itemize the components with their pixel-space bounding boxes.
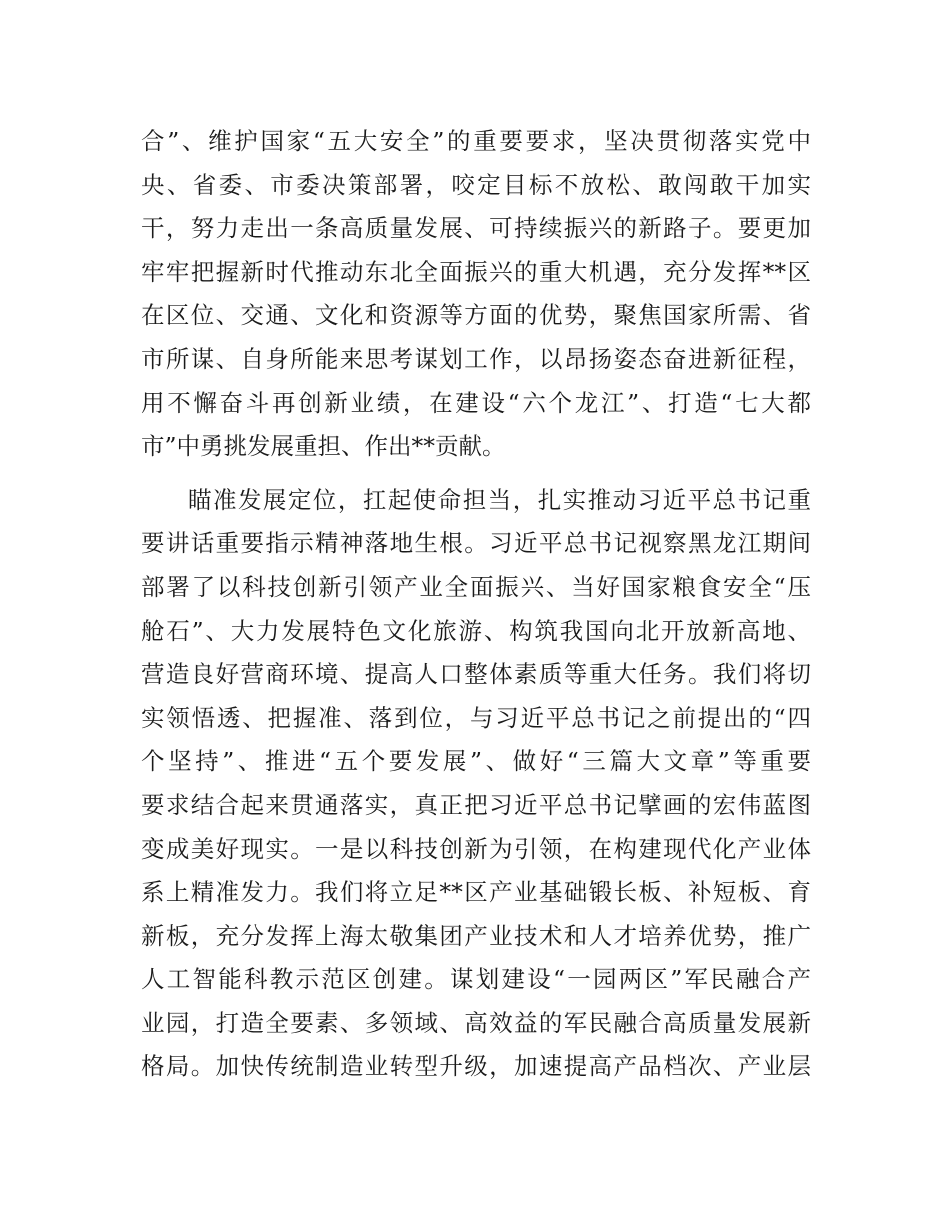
text-line: 系上精准发力。我们将立足**区产业基础锻长板、补短板、育	[141, 878, 811, 907]
text-line: 在区位、交通、文化和资源等方面的优势，聚焦国家所需、省	[141, 301, 811, 330]
text-line: 人工智能科教示范区创建。谋划建设“一园两区”军民融合产	[141, 965, 811, 994]
text-line: 营造良好营商环境、提高人口整体素质等重大任务。我们将切	[141, 660, 811, 689]
text-line: 格局。加快传统制造业转型升级，加速提高产品档次、产业层	[141, 1052, 811, 1081]
text-line: 变成美好现实。一是以科技创新为引领，在构建现代化产业体	[141, 834, 811, 863]
text-line: 个坚持”、推进“五个要发展”、做好“三篇大文章”等重要	[141, 747, 811, 776]
document-body	[141, 120, 811, 1089]
paragraph-1	[141, 120, 811, 469]
paragraph-gap	[141, 469, 811, 479]
text-line: 央、省委、市委决策部署，咬定目标不放松、敢闯敢干加实	[141, 170, 811, 199]
text-line: 瞄准发展定位，扛起使命担当，扎实推动习近平总书记重	[188, 485, 811, 514]
text-line: 要求结合起来贯通落实，真正把习近平总书记擘画的宏伟蓝图	[141, 790, 811, 819]
text-line: 用不懈奋斗再创新业绩，在建设“六个龙江”、打造“七大都	[141, 388, 811, 417]
text-line: 业园，打造全要素、多领域、高效益的军民融合高质量发展新	[141, 1008, 811, 1037]
text-line: 新板，充分发挥上海太敬集团产业技术和人才培养优势，推广	[141, 921, 811, 950]
text-line: 牢牢把握新时代推动东北全面振兴的重大机遇，充分发挥**区	[141, 257, 811, 286]
text-line: 干，努力走出一条高质量发展、可持续振兴的新路子。要更加	[141, 214, 811, 243]
paragraph-2	[141, 479, 811, 1089]
text-line: 合”、维护国家“五大安全”的重要要求，坚决贯彻落实党中	[141, 127, 811, 155]
text-line: 市”中勇挑发展重担、作出**贡献。	[141, 432, 506, 461]
text-line: 部署了以科技创新引领产业全面振兴、当好国家粮食安全“压	[141, 572, 811, 601]
text-line: 要讲话重要指示精神落地生根。习近平总书记视察黑龙江期间	[141, 529, 811, 558]
text-line: 舱石”、大力发展特色文化旅游、构筑我国向北开放新高地、	[141, 616, 811, 645]
text-line: 市所谋、自身所能来思考谋划工作，以昂扬姿态奋进新征程，	[141, 344, 811, 373]
text-line: 实领悟透、把握准、落到位，与习近平总书记之前提出的“四	[141, 703, 811, 732]
